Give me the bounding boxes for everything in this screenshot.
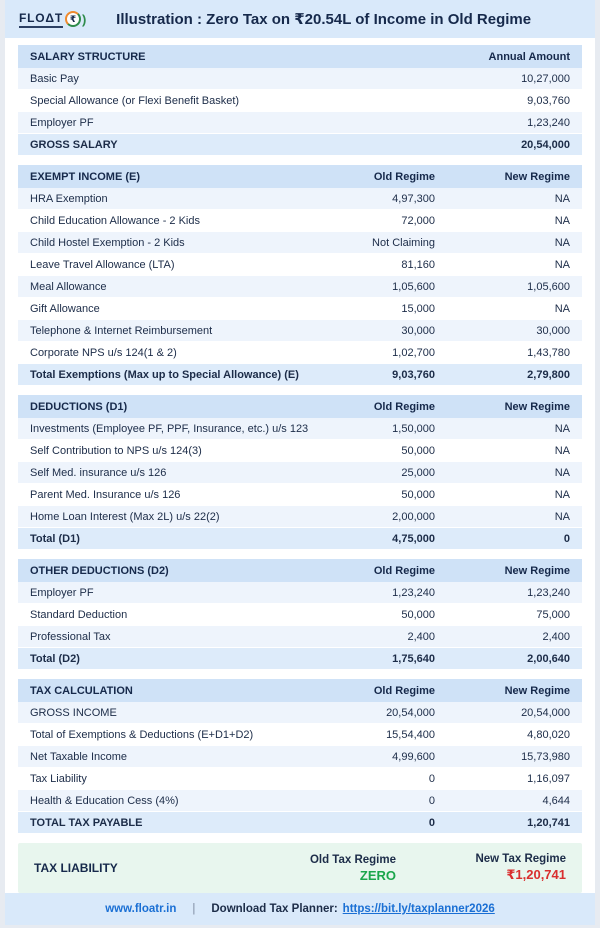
table-row — [18, 298, 582, 320]
table-row — [18, 418, 582, 440]
summary-title: TAX LIABILITY — [34, 861, 118, 875]
row-old-value: 4,75,000 — [392, 532, 435, 545]
row-amount: 9,03,760 — [527, 94, 570, 107]
column-header-new-regime: New Regime — [504, 170, 570, 183]
rupee-coin-icon — [65, 11, 81, 27]
row-new-value: NA — [554, 488, 570, 501]
row-amount: 20,54,000 — [521, 138, 570, 151]
table-row-total — [18, 648, 582, 670]
row-old-value: 2,00,000 — [392, 510, 435, 523]
row-label: GROSS INCOME — [30, 706, 117, 719]
row-label: Employer PF — [30, 586, 94, 599]
row-label: Total (D1) — [30, 532, 80, 545]
row-new-value: 4,80,020 — [527, 728, 570, 741]
row-old-value: 0 — [428, 794, 435, 807]
row-old-value: 50,000 — [401, 608, 435, 621]
table-row — [18, 746, 582, 768]
row-old-value: 2,400 — [407, 630, 435, 643]
table-row — [18, 90, 582, 112]
row-old-value: 1,50,000 — [392, 422, 435, 435]
row-new-value: 2,400 — [542, 630, 570, 643]
row-new-value: NA — [554, 466, 570, 479]
table-row-total — [18, 364, 582, 386]
table-row — [18, 276, 582, 298]
row-label: Total Exemptions (Max up to Special Allowance) (E) — [30, 368, 299, 381]
row-old-value: 1,23,240 — [392, 586, 435, 599]
column-header-old-regime: Old Regime — [373, 564, 435, 577]
table-row — [18, 254, 582, 276]
table-row-total — [18, 528, 582, 550]
section-header — [18, 559, 582, 582]
table-row — [18, 506, 582, 528]
tax-liability-summary-band — [18, 843, 582, 893]
section-title: EXEMPT INCOME (E) — [30, 170, 141, 183]
row-label: Parent Med. Insurance u/s 126 — [30, 488, 181, 501]
row-new-value: 2,00,640 — [527, 652, 570, 665]
section-title: DEDUCTIONS (D1) — [30, 400, 128, 413]
table-row — [18, 440, 582, 462]
row-label: TOTAL TAX PAYABLE — [30, 816, 143, 829]
table-row — [18, 604, 582, 626]
section-tax-calculation — [18, 679, 582, 834]
footer-bar — [5, 893, 595, 925]
row-label: Child Education Allowance - 2 Kids — [30, 214, 200, 227]
column-header-new-regime: New Regime — [504, 684, 570, 697]
table-row — [18, 702, 582, 724]
column-header-old-regime: Old Regime — [373, 400, 435, 413]
row-old-value: 25,000 — [401, 466, 435, 479]
table-row — [18, 626, 582, 648]
row-new-value: NA — [554, 510, 570, 523]
table-row — [18, 68, 582, 90]
table-row — [18, 210, 582, 232]
row-old-value: 50,000 — [401, 444, 435, 457]
summary-old-value: ZERO — [359, 867, 396, 883]
summary-new-regime — [406, 853, 566, 883]
column-header-old-regime: Old Regime — [373, 684, 435, 697]
row-new-value: NA — [554, 214, 570, 227]
section-title: OTHER DEDUCTIONS (D2) — [30, 564, 169, 577]
row-new-value: 2,79,800 — [527, 368, 570, 381]
floatr-website-link[interactable]: www.floatr.in — [105, 903, 177, 915]
column-header-new-regime: New Regime — [504, 400, 570, 413]
row-new-value: 75,000 — [536, 608, 570, 621]
row-label: Meal Allowance — [30, 280, 107, 293]
row-label: Gift Allowance — [30, 302, 100, 315]
row-new-value: 20,54,000 — [521, 706, 570, 719]
row-label: Corporate NPS u/s 124(1 & 2) — [30, 346, 177, 359]
summary-new-value: ₹1,20,741 — [506, 867, 566, 882]
table-row — [18, 790, 582, 812]
summary-new-label: New Tax Regime — [475, 853, 566, 865]
row-new-value: 1,20,741 — [527, 816, 570, 829]
top-header-band — [5, 0, 595, 38]
summary-old-regime — [246, 854, 396, 883]
row-old-value: 15,000 — [401, 302, 435, 315]
section-title: TAX CALCULATION — [30, 684, 133, 697]
row-label: Health & Education Cess (4%) — [30, 794, 179, 807]
row-new-value: 30,000 — [536, 324, 570, 337]
row-old-value: 81,160 — [401, 258, 435, 271]
section-header — [18, 165, 582, 188]
row-new-value: NA — [554, 258, 570, 271]
tax-illustration-page — [5, 0, 595, 922]
row-old-value: 4,97,300 — [392, 192, 435, 205]
row-label: Home Loan Interest (Max 2L) u/s 22(2) — [30, 510, 220, 523]
section-title: SALARY STRUCTURE — [30, 50, 146, 63]
row-label: Total of Exemptions & Deductions (E+D1+D2) — [30, 728, 254, 741]
rupee-symbol: ₹ — [69, 13, 77, 24]
table-row — [18, 462, 582, 484]
row-label: Self Contribution to NPS u/s 124(3) — [30, 444, 202, 457]
table-row — [18, 188, 582, 210]
row-old-value: Not Claiming — [372, 236, 435, 249]
tax-planner-download-link[interactable]: https://bit.ly/taxplanner2026 — [342, 903, 495, 915]
row-label: Leave Travel Allowance (LTA) — [30, 258, 175, 271]
section-other-deductions-d2 — [18, 559, 582, 670]
summary-old-label: Old Tax Regime — [309, 853, 396, 866]
row-old-value: 1,05,600 — [392, 280, 435, 293]
row-new-value: NA — [554, 192, 570, 205]
row-new-value: 1,16,097 — [527, 772, 570, 785]
section-header — [18, 395, 582, 418]
table-row — [18, 320, 582, 342]
row-old-value: 0 — [428, 816, 435, 829]
footer-divider: | — [192, 903, 196, 915]
column-header-new-regime: New Regime — [504, 564, 570, 577]
table-row — [18, 724, 582, 746]
row-old-value: 0 — [428, 772, 435, 785]
row-label: Standard Deduction — [30, 608, 128, 621]
row-old-value: 15,54,400 — [386, 728, 435, 741]
section-header — [18, 679, 582, 702]
section-salary-structure — [18, 45, 582, 156]
floatr-logo-text: FLOΔT — [19, 11, 63, 28]
table-row — [18, 582, 582, 604]
table-row — [18, 112, 582, 134]
row-old-value: 50,000 — [401, 488, 435, 501]
row-label: Tax Liability — [30, 772, 87, 785]
row-label: Telephone & Internet Reimbursement — [30, 324, 213, 337]
row-label: Investments (Employee PF, PPF, Insurance, etc.) u/s 123 — [30, 422, 309, 435]
column-header-old-regime: Old Regime — [373, 170, 435, 183]
row-new-value: NA — [554, 422, 570, 435]
page-title: Illustration : Zero Tax on ₹20.54L of Income in Old Regime — [116, 11, 532, 28]
row-label: Self Med. insurance u/s 126 — [30, 466, 167, 479]
floatr-logo — [19, 11, 86, 28]
row-new-value: 1,43,780 — [527, 346, 570, 359]
main-content — [5, 38, 595, 893]
logo-paren-accent: ) — [81, 11, 87, 27]
table-row — [18, 232, 582, 254]
row-new-value: NA — [554, 236, 570, 249]
row-amount: 10,27,000 — [521, 72, 570, 85]
row-new-value: 1,23,240 — [527, 586, 570, 599]
table-row — [18, 768, 582, 790]
column-header-annual-amount: Annual Amount — [488, 50, 570, 63]
row-label: Total (D2) — [30, 652, 80, 665]
row-old-value: 9,03,760 — [392, 368, 435, 381]
table-row-total — [18, 134, 582, 156]
table-row — [18, 484, 582, 506]
row-old-value: 20,54,000 — [386, 706, 435, 719]
row-new-value: NA — [554, 444, 570, 457]
section-header — [18, 45, 582, 68]
table-row-total — [18, 812, 582, 834]
row-new-value: 0 — [563, 532, 570, 545]
row-label: GROSS SALARY — [30, 138, 118, 151]
row-new-value: 4,644 — [542, 794, 570, 807]
row-new-value: 15,73,980 — [521, 750, 570, 763]
row-old-value: 30,000 — [401, 324, 435, 337]
row-label: Professional Tax — [30, 630, 111, 643]
table-row — [18, 342, 582, 364]
row-new-value: 1,05,600 — [527, 280, 570, 293]
row-amount: 1,23,240 — [527, 116, 570, 129]
download-tax-planner-label: Download Tax Planner: — [211, 903, 338, 915]
row-label: Employer PF — [30, 116, 94, 129]
row-old-value: 1,75,640 — [392, 652, 435, 665]
section-deductions-d1 — [18, 395, 582, 550]
row-label: Basic Pay — [30, 72, 79, 85]
row-old-value: 1,02,700 — [392, 346, 435, 359]
row-new-value: NA — [554, 302, 570, 315]
section-exempt-income — [18, 165, 582, 386]
row-old-value: 72,000 — [401, 214, 435, 227]
row-label: Net Taxable Income — [30, 750, 128, 763]
row-label: HRA Exemption — [30, 192, 108, 205]
row-label: Special Allowance (or Flexi Benefit Basket) — [30, 94, 240, 107]
row-old-value: 4,99,600 — [392, 750, 435, 763]
row-label: Child Hostel Exemption - 2 Kids — [30, 236, 185, 249]
